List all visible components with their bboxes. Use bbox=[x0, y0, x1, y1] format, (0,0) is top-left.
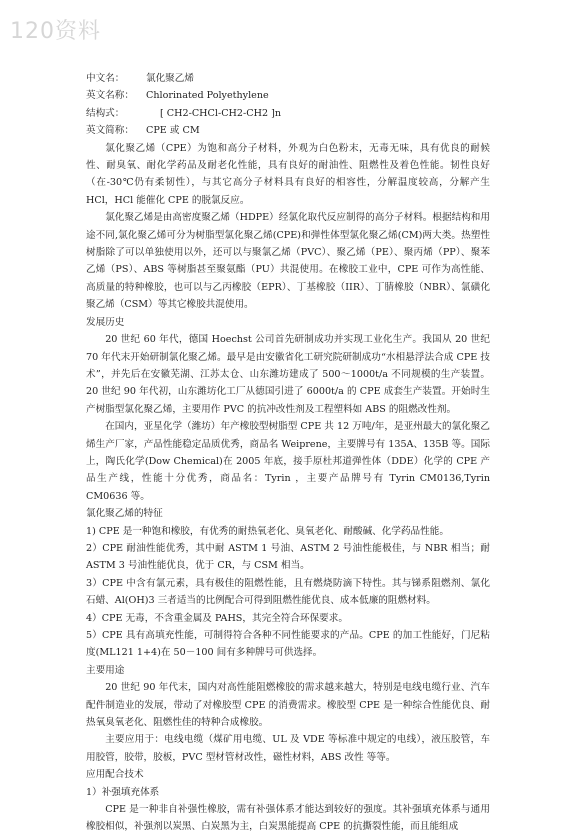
cn-name-row bbox=[86, 70, 490, 87]
document-body bbox=[86, 70, 490, 836]
structure-label: 结构式： bbox=[86, 107, 125, 119]
structure-row bbox=[86, 105, 490, 122]
abbr-row bbox=[86, 122, 490, 139]
cn-name-value: 氯化聚乙烯 bbox=[146, 73, 194, 84]
history-paragraph: 20 世纪 60 年代，德国 Hoechst 公司首先研制成功并实现工业化生产。我国从 20 世纪 70 年代末开始研制氯化聚乙烯。最早是由安徽省化工研究院研制成功“水相悬浮法合成 CPE 技术”，并先后在安徽芜湖、江苏太仓、山东潍坊建成了 500～1000t/a 不同规模的生产装置。20 世纪 90 年代初，山东潍坊化工厂从德国引进了 6000t/a 的 CPE 成套生产装置。开始时生产树脂型氯化聚乙烯，主要用作 PVC 的抗冲改性剂及工程塑料如 ABS 的阻燃改性剂。 bbox=[86, 334, 490, 415]
cn-name-label: 中文名： bbox=[86, 73, 125, 84]
feature-item: 1) CPE 是一种饱和橡胶，有优秀的耐热氧老化、臭氧老化、耐酸碱、化学药品性能。 bbox=[86, 525, 449, 537]
feature-item: 4）CPE 无毒，不含重金属及 PAHS，其完全符合环保要求。 bbox=[86, 612, 348, 624]
formulation-subheading: 1）补强填充体系 bbox=[86, 786, 160, 798]
formulation-heading: 应用配合技术 bbox=[86, 769, 144, 781]
watermark-logo: 120资料 bbox=[10, 19, 101, 44]
uses-paragraph: 20 世纪 90 年代末，国内对高性能阻燃橡胶的需求越来越大，特别是电线电缆行业、汽车配件制造业的发展，带动了对橡胶型 CPE 的消费需求。橡胶型 CPE 是一种综合性能优良、耐热氧臭氧老化、阻燃性佳的特种合成橡胶。 bbox=[86, 682, 490, 729]
feature-item: 5）CPE 具有高填充性能，可制得符合各种不同性能要求的产品。CPE 的加工性能好，门尼粘度(ML121 1+4)在 50－100 间有多种牌号可供选择。 bbox=[86, 630, 490, 659]
en-name-value: Chlorinated Polyethylene bbox=[146, 90, 269, 102]
feature-item: 2）CPE 耐油性能优秀，其中耐 ASTM 1 号油、ASTM 2 号油性能极佳，与 NBR 相当；耐 ASTM 3 号油性能优良，优于 CR，与 CSM 相当。 bbox=[86, 542, 490, 572]
abbr-label: 英文简称： bbox=[86, 125, 134, 137]
history-heading: 发展历史 bbox=[86, 316, 125, 328]
meta-block bbox=[86, 70, 490, 140]
en-name-row bbox=[86, 87, 490, 104]
feature-item: 3）CPE 中含有氯元素，具有极佳的阻燃性能，且有燃烧防滴下特性。其与锑系阻燃剂、氯化石蜡、Al(OH)3 三者适当的比例配合可得到阻燃性能优良、成本低廉的阻燃材料。 bbox=[86, 577, 490, 607]
en-name-label: 英文名称： bbox=[86, 90, 134, 102]
uses-heading: 主要用途 bbox=[86, 664, 125, 676]
formulation-paragraph: CPE 是一种非自补强性橡胶，需有补强体系才能达到较好的强度。其补强填充体系与通用橡胶相似，补强剂以炭黑、白炭黑为主，白炭黑能提高 CPE 的抗撕裂性能，而且能组成 bbox=[86, 804, 490, 833]
intro-paragraph: 氯化聚乙烯（CPE）为饱和高分子材料，外观为白色粉末，无毒无味，具有优良的耐候性、耐臭氧、耐化学药品及耐老化性能，具有良好的耐油性、阻燃性及着色性能。韧性良好（在-30℃仍有柔韧性），与其它高分子材料具有良好的相容性，分解温度较高，分解产生HCl，HCl 能催化 CPE 的脱氯反应。 bbox=[86, 142, 490, 206]
uses-paragraph: 主要应用于：电线电缆（煤矿用电缆、UL 及 VDE 等标准中规定的电线），液压胶管，车用胶管，胶带，胶板，PVC 型材管材改性，磁性材料，ABS 改性 等等。 bbox=[86, 734, 490, 763]
intro-paragraph: 氯化聚乙烯是由高密度聚乙烯（HDPE）经氯化取代反应制得的高分子材料。根据结构和用途不同,氯化聚乙烯可分为树脂型氯化聚乙烯(CPE)和弹性体型氯化聚乙烯(CM)两大类。热塑性树脂除了可以单独使用以外，还可以与聚氯乙烯（PVC）、聚乙烯（PE）、聚丙烯（PP）、聚苯乙烯（PS）、ABS 等树脂甚至聚氨酯（PU）共混使用。在橡胶工业中，CPE 可作为高性能、高质量的特种橡胶，也可以与乙丙橡胶（EPR）、丁基橡胶（IIR）、丁腈橡胶（NBR）、氯磺化聚乙烯（CSM）等其它橡胶共混使用。 bbox=[86, 212, 490, 311]
abbr-value: CPE 或 CM bbox=[146, 125, 200, 137]
features-heading: 氯化聚乙烯的特征 bbox=[86, 508, 163, 520]
history-paragraph: 在国内，亚星化学（潍坊）年产橡胶型树脂型 CPE 共 12 万吨/年，是亚州最大的氯化聚乙烯生产厂家，产品性能稳定品质优秀，商品名 Weiprene，主要牌号有 135A、135B 等。国际上，陶氏化学(Dow Chemical)在 2005 年底，接手原杜邦道弹性体（DDE）化学的 CPE 产品生产线，性能十分优秀，商品名：Tyrin ，主要产品牌号有 Tyrin CM0136,Tyrin CM0636 等。 bbox=[86, 421, 490, 502]
structure-value: [ CH2-CHCl-CH2-CH2 ]n bbox=[160, 107, 282, 119]
